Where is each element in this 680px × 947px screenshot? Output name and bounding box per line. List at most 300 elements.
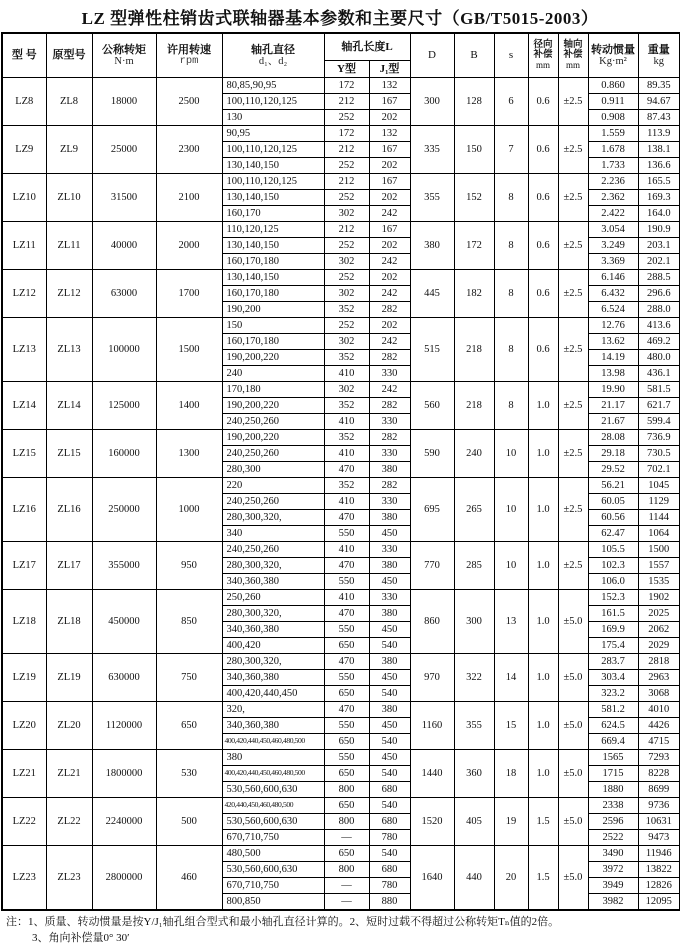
cell-inertia: 28.08 (588, 430, 638, 446)
cell-original-model: ZL20 (46, 702, 92, 750)
cell-weight: 202.1 (638, 254, 680, 270)
cell-weight: 89.35 (638, 78, 680, 94)
cell-inertia: 6.432 (588, 286, 638, 302)
cell-length-y: 410 (324, 494, 369, 510)
col-header-torque (92, 33, 156, 78)
cell-length-y: 410 (324, 366, 369, 382)
cell-model: LZ16 (2, 478, 46, 542)
cell-s: 6 (494, 78, 528, 126)
cell-length-j: 132 (369, 78, 410, 94)
cell-torque: 1800000 (92, 750, 156, 798)
cell-model: LZ20 (2, 702, 46, 750)
cell-radial-compensation: 0.6 (528, 318, 558, 382)
cell-weight: 12095 (638, 894, 680, 911)
cell-weight: 2029 (638, 638, 680, 654)
cell-length-y: 650 (324, 686, 369, 702)
cell-weight: 113.9 (638, 126, 680, 142)
cell-length-y: 470 (324, 510, 369, 526)
table-row (2, 750, 680, 766)
cell-length-j: 330 (369, 590, 410, 606)
cell-bore-diameters: 170,180 (222, 382, 324, 398)
cell-bore-diameters: 400,420,440,450,460,480,500 (222, 734, 324, 750)
cell-inertia: 13.62 (588, 334, 638, 350)
cell-length-j: 450 (369, 622, 410, 638)
cell-inertia: 1.678 (588, 142, 638, 158)
cell-bore-diameters: 530,560,600,630 (222, 862, 324, 878)
cell-s: 14 (494, 654, 528, 702)
cell-length-y: 302 (324, 254, 369, 270)
cell-bore-diameters: 280,300,320, (222, 558, 324, 574)
cell-radial-compensation: 0.6 (528, 270, 558, 318)
cell-length-j: 202 (369, 270, 410, 286)
cell-length-j: 202 (369, 110, 410, 126)
cell-length-j: 202 (369, 238, 410, 254)
cell-bore-diameters: 90,95 (222, 126, 324, 142)
cell-length-y: 302 (324, 382, 369, 398)
cell-D: 860 (410, 590, 454, 654)
cell-length-y: 352 (324, 430, 369, 446)
cell-length-y: 650 (324, 638, 369, 654)
cell-inertia: 2.236 (588, 174, 638, 190)
cell-length-j: 202 (369, 158, 410, 174)
cell-bore-diameters: 130 (222, 110, 324, 126)
cell-inertia: 152.3 (588, 590, 638, 606)
cell-bore-diameters: 160,170 (222, 206, 324, 222)
cell-inertia: 323.2 (588, 686, 638, 702)
cell-weight: 2818 (638, 654, 680, 670)
cell-axial-compensation: ±2.5 (558, 542, 588, 590)
cell-axial-compensation: ±5.0 (558, 798, 588, 846)
torque-label: 公称转矩 (102, 43, 146, 56)
cell-length-y: 800 (324, 862, 369, 878)
cell-D: 1520 (410, 798, 454, 846)
cell-weight: 702.1 (638, 462, 680, 478)
cell-speed: 500 (156, 798, 222, 846)
cell-B: 300 (454, 590, 494, 654)
cell-D: 445 (410, 270, 454, 318)
cell-speed: 850 (156, 590, 222, 654)
axial-line2: 补偿 (563, 50, 583, 60)
cell-length-y: 470 (324, 606, 369, 622)
cell-inertia: 6.146 (588, 270, 638, 286)
cell-length-y: 252 (324, 318, 369, 334)
cell-weight: 736.9 (638, 430, 680, 446)
cell-s: 8 (494, 382, 528, 430)
cell-length-j: 380 (369, 606, 410, 622)
cell-weight: 288.5 (638, 270, 680, 286)
table-body (2, 78, 680, 911)
cell-B: 355 (454, 702, 494, 750)
cell-length-y: 302 (324, 206, 369, 222)
col-header-model (2, 33, 46, 78)
torque-unit: N·m (114, 55, 134, 67)
cell-length-y: 410 (324, 542, 369, 558)
cell-B: 360 (454, 750, 494, 798)
cell-length-y: 212 (324, 222, 369, 238)
cell-s: 8 (494, 318, 528, 382)
cell-original-model: ZL11 (46, 222, 92, 270)
cell-D: 590 (410, 430, 454, 478)
j-type-label: J₁型 (379, 62, 400, 75)
table-row (2, 270, 680, 286)
cell-weight: 1129 (638, 494, 680, 510)
cell-length-y: — (324, 878, 369, 894)
cell-inertia: 161.5 (588, 606, 638, 622)
cell-inertia: 1.733 (588, 158, 638, 174)
cell-speed: 2000 (156, 222, 222, 270)
cell-s: 20 (494, 846, 528, 911)
cell-speed: 2300 (156, 126, 222, 174)
cell-length-y: 352 (324, 302, 369, 318)
cell-model: LZ18 (2, 590, 46, 654)
cell-length-y: 352 (324, 350, 369, 366)
table-row (2, 430, 680, 446)
cell-length-y: 252 (324, 110, 369, 126)
cell-bore-diameters: 340,360,380 (222, 670, 324, 686)
cell-axial-compensation: ±5.0 (558, 654, 588, 702)
cell-bore-diameters: 130,140,150 (222, 190, 324, 206)
cell-length-y: 470 (324, 702, 369, 718)
col-header-D (410, 33, 454, 78)
cell-length-y: 172 (324, 126, 369, 142)
cell-bore-diameters: 400,420,440,450 (222, 686, 324, 702)
cell-s: 19 (494, 798, 528, 846)
cell-inertia: 14.19 (588, 350, 638, 366)
cell-inertia: 2.422 (588, 206, 638, 222)
cell-inertia: 102.3 (588, 558, 638, 574)
cell-D: 1440 (410, 750, 454, 798)
cell-length-j: 282 (369, 302, 410, 318)
table-row (2, 382, 680, 398)
cell-original-model: ZL19 (46, 654, 92, 702)
cell-weight: 1064 (638, 526, 680, 542)
col-header-axial-compensation (558, 33, 588, 78)
cell-bore-diameters: 240,250,260 (222, 414, 324, 430)
table-row (2, 222, 680, 238)
cell-torque: 355000 (92, 542, 156, 590)
cell-weight: 413.6 (638, 318, 680, 334)
cell-length-y: 550 (324, 718, 369, 734)
cell-B: 265 (454, 478, 494, 542)
cell-s: 10 (494, 542, 528, 590)
cell-axial-compensation: ±2.5 (558, 222, 588, 270)
cell-bore-diameters: 100,110,120,125 (222, 94, 324, 110)
cell-inertia: 56.21 (588, 478, 638, 494)
cell-weight: 203.1 (638, 238, 680, 254)
d-label: D (428, 49, 436, 62)
cell-length-y: 650 (324, 734, 369, 750)
cell-length-j: 450 (369, 718, 410, 734)
cell-inertia: 29.52 (588, 462, 638, 478)
cell-length-j: 380 (369, 558, 410, 574)
cell-bore-diameters: 280,300 (222, 462, 324, 478)
cell-length-j: 680 (369, 814, 410, 830)
cell-weight: 9736 (638, 798, 680, 814)
cell-model: LZ21 (2, 750, 46, 798)
cell-s: 13 (494, 590, 528, 654)
cell-D: 770 (410, 542, 454, 590)
cell-model: LZ10 (2, 174, 46, 222)
cell-bore-diameters: 340,360,380 (222, 718, 324, 734)
parameters-table (1, 32, 680, 911)
cell-length-j: 202 (369, 318, 410, 334)
cell-model: LZ22 (2, 798, 46, 846)
cell-length-y: 172 (324, 78, 369, 94)
cell-bore-diameters: 420,440,450,460,480,500 (222, 798, 324, 814)
cell-bore-diameters: 80,85,90,95 (222, 78, 324, 94)
cell-length-j: 540 (369, 638, 410, 654)
cell-torque: 250000 (92, 478, 156, 542)
footnote-line-1: 注：1、质量、转动惯量是按Y/J₁轴孔组合型式和最小轴孔直径计算的。2、短时过载不得超过公称转矩Tₙ值的2倍。 (6, 916, 560, 928)
cell-speed: 1000 (156, 478, 222, 542)
cell-B: 405 (454, 798, 494, 846)
cell-inertia: 21.17 (588, 398, 638, 414)
cell-weight: 94.67 (638, 94, 680, 110)
cell-length-y: 550 (324, 622, 369, 638)
cell-weight: 9473 (638, 830, 680, 846)
cell-bore-diameters: 280,300,320, (222, 510, 324, 526)
cell-bore-diameters: 240,250,260 (222, 542, 324, 558)
cell-length-j: 242 (369, 286, 410, 302)
cell-weight: 3068 (638, 686, 680, 702)
cell-speed: 460 (156, 846, 222, 911)
cell-axial-compensation: ±2.5 (558, 430, 588, 478)
cell-axial-compensation: ±2.5 (558, 478, 588, 542)
cell-radial-compensation: 1.0 (528, 382, 558, 430)
cell-bore-diameters: 280,300,320, (222, 654, 324, 670)
cell-weight: 165.5 (638, 174, 680, 190)
cell-torque: 2240000 (92, 798, 156, 846)
cell-radial-compensation: 1.0 (528, 750, 558, 798)
cell-radial-compensation: 0.6 (528, 174, 558, 222)
cell-bore-diameters: 240 (222, 366, 324, 382)
inertia-unit: Kg·m² (599, 55, 627, 67)
cell-speed: 2100 (156, 174, 222, 222)
b-label: B (470, 49, 478, 62)
cell-radial-compensation: 0.6 (528, 222, 558, 270)
cell-original-model: ZL10 (46, 174, 92, 222)
cell-torque: 160000 (92, 430, 156, 478)
cell-bore-diameters: 480,500 (222, 846, 324, 862)
cell-B: 150 (454, 126, 494, 174)
cell-D: 380 (410, 222, 454, 270)
cell-inertia: 581.2 (588, 702, 638, 718)
cell-speed: 950 (156, 542, 222, 590)
cell-bore-diameters: 530,560,600,630 (222, 814, 324, 830)
cell-length-j: 330 (369, 494, 410, 510)
cell-s: 8 (494, 174, 528, 222)
cell-inertia: 0.908 (588, 110, 638, 126)
cell-length-y: 410 (324, 590, 369, 606)
cell-weight: 190.9 (638, 222, 680, 238)
cell-bore-diameters: 150 (222, 318, 324, 334)
cell-weight: 436.1 (638, 366, 680, 382)
cell-weight: 581.5 (638, 382, 680, 398)
axial-unit: mm (565, 59, 580, 70)
cell-length-j: 780 (369, 830, 410, 846)
cell-length-j: 450 (369, 574, 410, 590)
cell-original-model: ZL22 (46, 798, 92, 846)
table-row (2, 702, 680, 718)
cell-axial-compensation: ±2.5 (558, 318, 588, 382)
cell-weight: 8699 (638, 782, 680, 798)
cell-model: LZ13 (2, 318, 46, 382)
cell-torque: 100000 (92, 318, 156, 382)
cell-weight: 621.7 (638, 398, 680, 414)
cell-inertia: 3.054 (588, 222, 638, 238)
cell-D: 695 (410, 478, 454, 542)
table-row (2, 846, 680, 862)
cell-s: 8 (494, 270, 528, 318)
cell-torque: 63000 (92, 270, 156, 318)
cell-D: 1640 (410, 846, 454, 911)
cell-length-y: 352 (324, 478, 369, 494)
speed-label: 许用转速 (167, 43, 211, 56)
cell-model: LZ11 (2, 222, 46, 270)
cell-weight: 1902 (638, 590, 680, 606)
cell-B: 322 (454, 654, 494, 702)
cell-speed: 530 (156, 750, 222, 798)
cell-weight: 296.6 (638, 286, 680, 302)
cell-inertia: 303.4 (588, 670, 638, 686)
cell-s: 10 (494, 478, 528, 542)
col-header-bore-diameter (222, 33, 324, 78)
cell-inertia: 0.911 (588, 94, 638, 110)
col-header-inertia (588, 33, 638, 78)
cell-original-model: ZL13 (46, 318, 92, 382)
cell-speed: 1300 (156, 430, 222, 478)
cell-bore-diameters: 190,200,220 (222, 398, 324, 414)
cell-length-j: 242 (369, 254, 410, 270)
cell-length-y: 650 (324, 798, 369, 814)
cell-torque: 1120000 (92, 702, 156, 750)
cell-bore-diameters: 240,250,260 (222, 494, 324, 510)
cell-original-model: ZL8 (46, 78, 92, 126)
cell-model: LZ12 (2, 270, 46, 318)
cell-B: 218 (454, 382, 494, 430)
cell-inertia: 29.18 (588, 446, 638, 462)
cell-weight: 12826 (638, 878, 680, 894)
cell-axial-compensation: ±2.5 (558, 270, 588, 318)
cell-length-y: 302 (324, 334, 369, 350)
cell-length-j: 282 (369, 430, 410, 446)
cell-torque: 25000 (92, 126, 156, 174)
cell-length-y: 800 (324, 814, 369, 830)
bore-unit: d₁、d₂ (258, 55, 288, 67)
table-row (2, 542, 680, 558)
col-header-model-label: 型 号 (11, 49, 37, 62)
cell-bore-diameters: 190,200,220 (222, 350, 324, 366)
cell-speed: 1500 (156, 318, 222, 382)
cell-s: 7 (494, 126, 528, 174)
cell-length-y: 800 (324, 782, 369, 798)
col-header-radial-compensation (528, 33, 558, 78)
cell-inertia: 60.56 (588, 510, 638, 526)
table-row (2, 126, 680, 142)
cell-weight: 1045 (638, 478, 680, 494)
cell-axial-compensation: ±5.0 (558, 590, 588, 654)
cell-inertia: 2522 (588, 830, 638, 846)
cell-bore-diameters: 100,110,120,125 (222, 142, 324, 158)
cell-bore-diameters: 670,710,750 (222, 878, 324, 894)
cell-inertia: 175.4 (588, 638, 638, 654)
cell-inertia: 2596 (588, 814, 638, 830)
cell-D: 1160 (410, 702, 454, 750)
footnotes (0, 911, 680, 947)
cell-length-j: 330 (369, 446, 410, 462)
cell-weight: 1535 (638, 574, 680, 590)
cell-B: 240 (454, 430, 494, 478)
cell-axial-compensation: ±2.5 (558, 174, 588, 222)
cell-inertia: 0.860 (588, 78, 638, 94)
cell-inertia: 105.5 (588, 542, 638, 558)
cell-bore-diameters: 190,200 (222, 302, 324, 318)
cell-length-y: 550 (324, 750, 369, 766)
cell-weight: 8228 (638, 766, 680, 782)
cell-bore-diameters: 220 (222, 478, 324, 494)
col-header-bore-length (324, 33, 410, 61)
cell-inertia: 6.524 (588, 302, 638, 318)
cell-inertia: 3490 (588, 846, 638, 862)
cell-speed: 650 (156, 702, 222, 750)
cell-length-j: 380 (369, 510, 410, 526)
cell-bore-diameters: 250,260 (222, 590, 324, 606)
cell-bore-diameters: 130,140,150 (222, 270, 324, 286)
cell-weight: 4715 (638, 734, 680, 750)
cell-weight: 730.5 (638, 446, 680, 462)
page-title: LZ 型弹性柱销齿式联轴器基本参数和主要尺寸（GB/T5015-2003） (81, 9, 599, 28)
cell-length-j: 330 (369, 366, 410, 382)
cell-length-y: 410 (324, 446, 369, 462)
cell-length-y: 470 (324, 654, 369, 670)
cell-inertia: 62.47 (588, 526, 638, 542)
cell-length-j: 380 (369, 462, 410, 478)
cell-D: 515 (410, 318, 454, 382)
cell-weight: 2025 (638, 606, 680, 622)
col-header-B (454, 33, 494, 78)
cell-inertia: 3.369 (588, 254, 638, 270)
cell-length-j: 540 (369, 686, 410, 702)
cell-s: 18 (494, 750, 528, 798)
weight-label: 重量 (647, 43, 670, 56)
cell-length-j: 282 (369, 478, 410, 494)
cell-original-model: ZL16 (46, 478, 92, 542)
cell-length-j: 540 (369, 846, 410, 862)
cell-inertia: 2.362 (588, 190, 638, 206)
cell-length-j: 167 (369, 94, 410, 110)
cell-bore-diameters: 110,120,125 (222, 222, 324, 238)
cell-length-j: 880 (369, 894, 410, 911)
cell-radial-compensation: 1.0 (528, 654, 558, 702)
cell-radial-compensation: 1.0 (528, 478, 558, 542)
table-header (2, 33, 680, 78)
inertia-label: 转动惯量 (591, 43, 635, 56)
axial-line1: 轴向 (563, 40, 583, 51)
cell-B: 128 (454, 78, 494, 126)
cell-torque: 31500 (92, 174, 156, 222)
cell-original-model: ZL15 (46, 430, 92, 478)
cell-inertia: 60.05 (588, 494, 638, 510)
cell-radial-compensation: 1.0 (528, 702, 558, 750)
cell-axial-compensation: ±2.5 (558, 126, 588, 174)
table-row (2, 174, 680, 190)
cell-length-j: 330 (369, 542, 410, 558)
cell-inertia: 669.4 (588, 734, 638, 750)
cell-weight: 1500 (638, 542, 680, 558)
speed-unit: rpm (179, 54, 199, 67)
cell-length-y: 212 (324, 142, 369, 158)
cell-inertia: 3972 (588, 862, 638, 878)
